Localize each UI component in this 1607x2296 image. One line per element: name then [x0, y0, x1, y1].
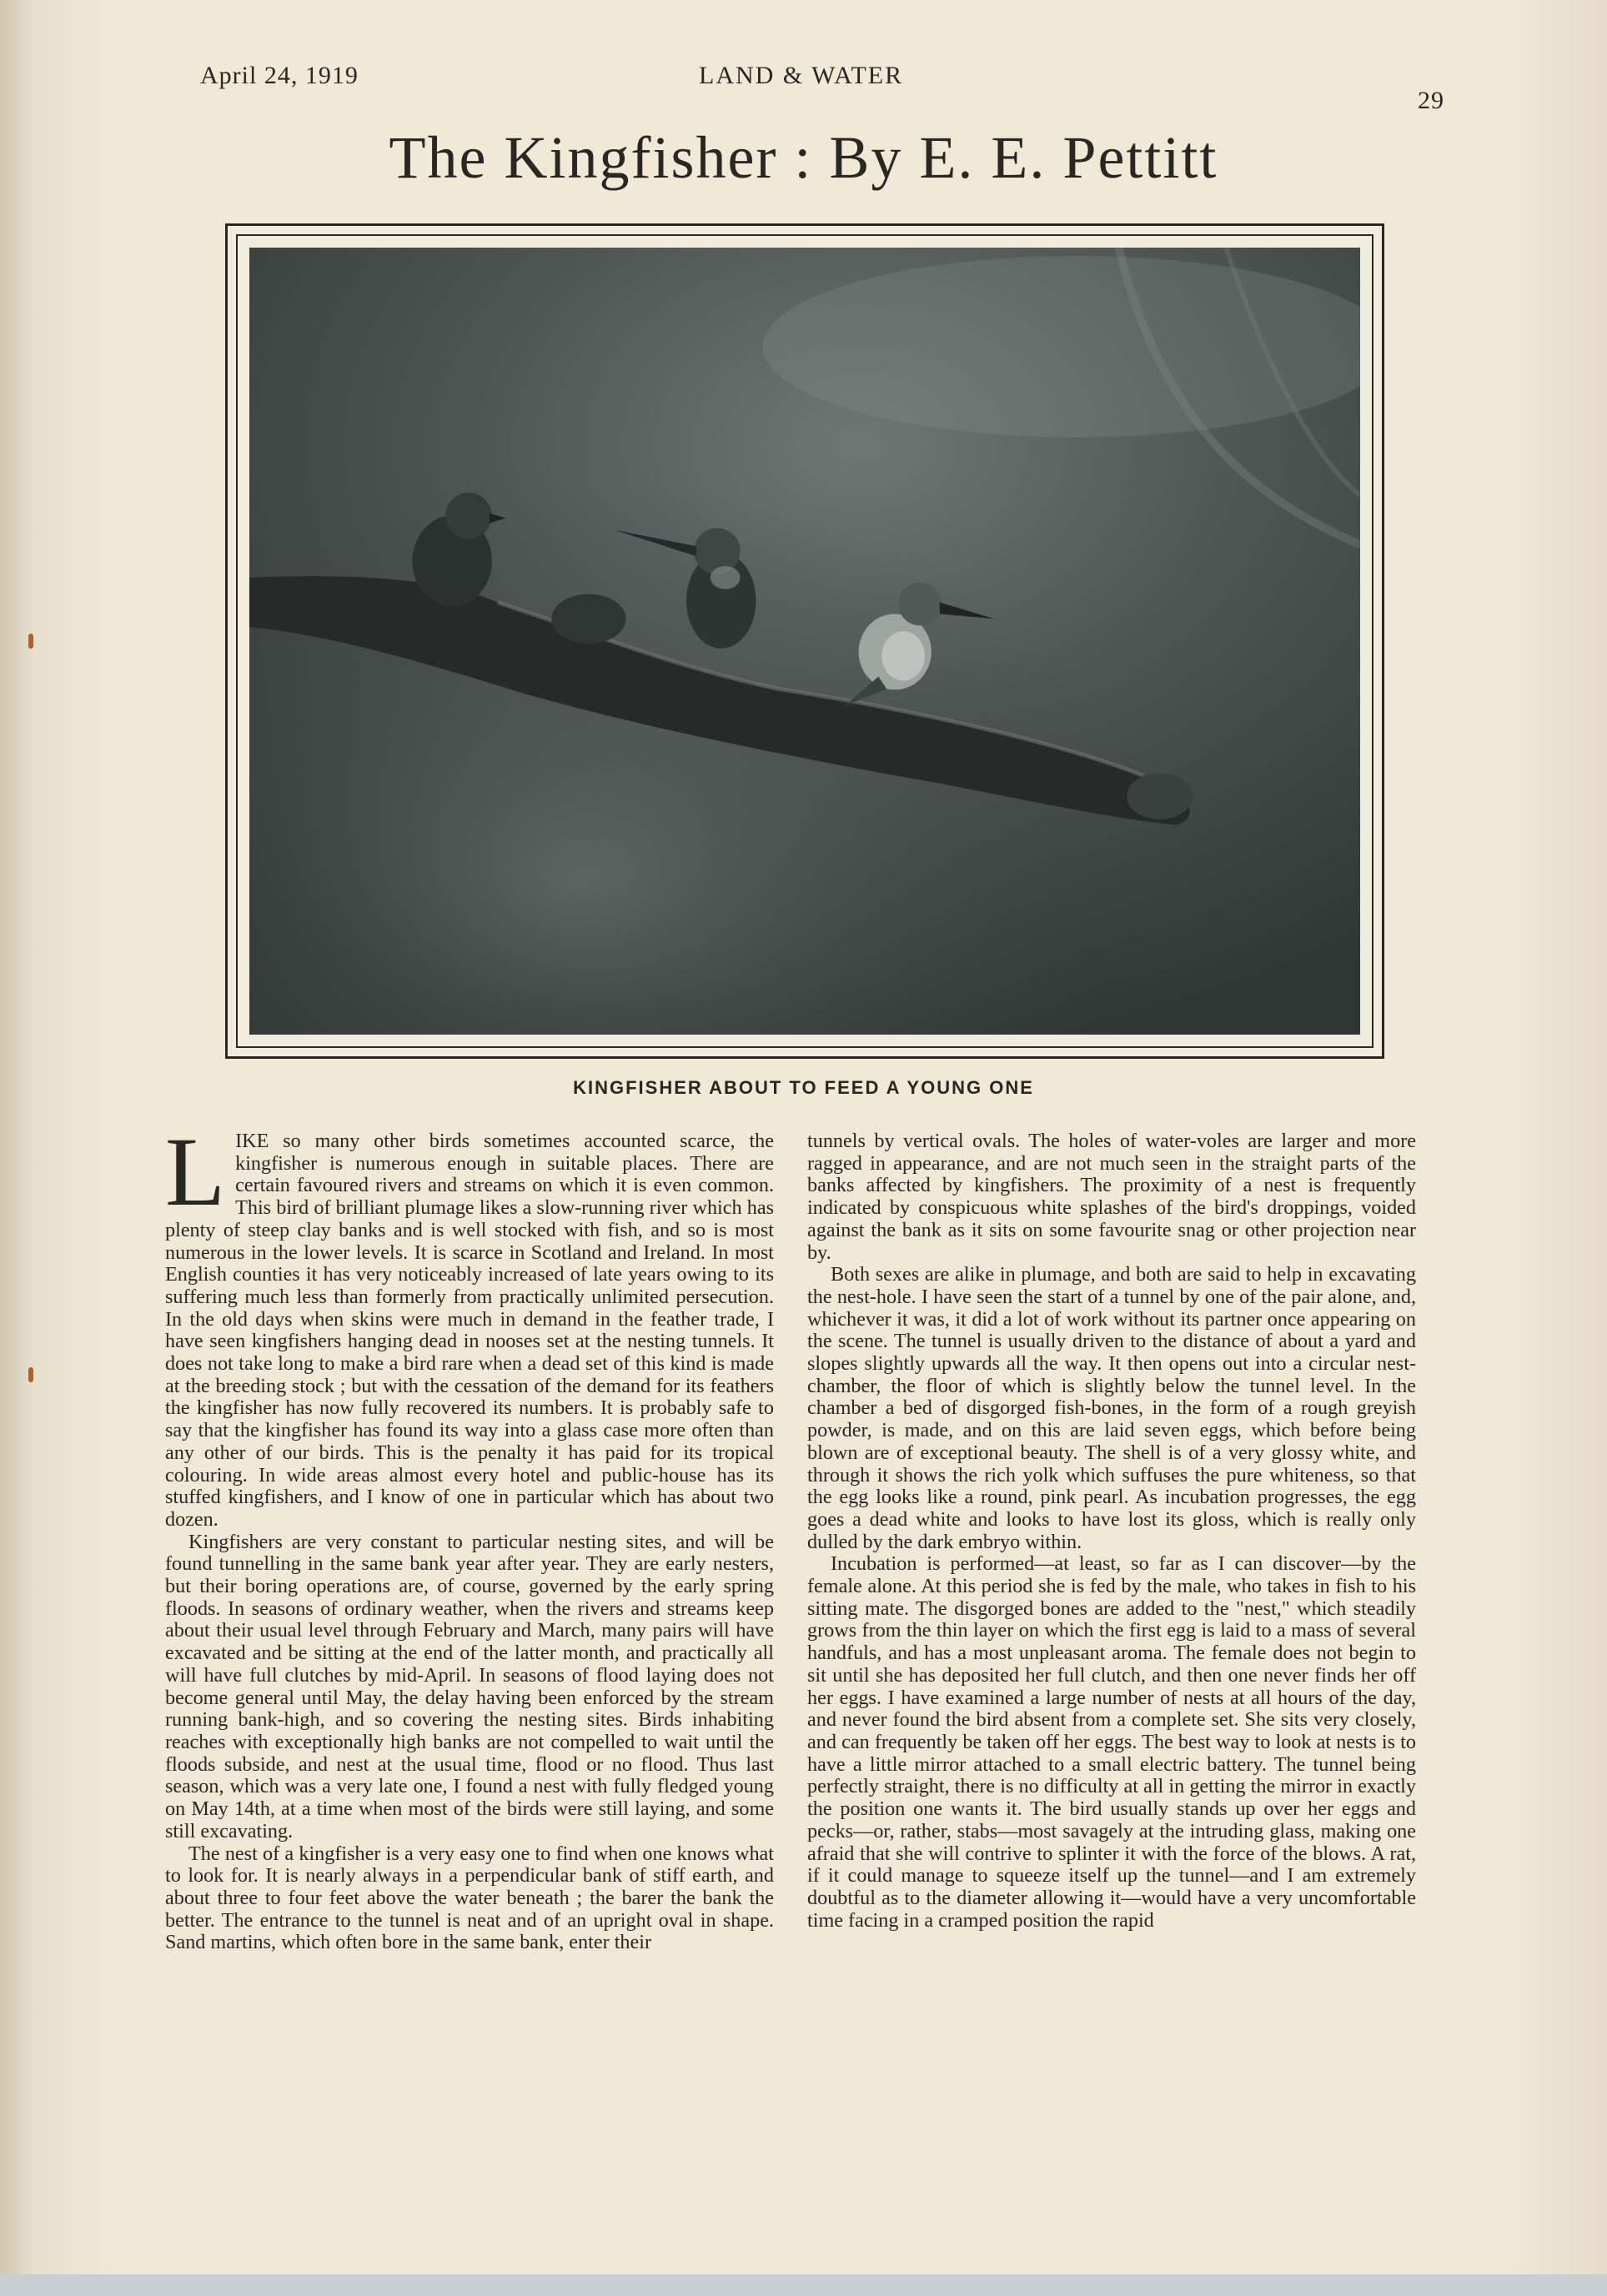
article-paragraph: Incubation is performed—at least, so far as I can discover—by the female alone. At this period she is fed by the male, who takes in fish to his sitting mate. The disgorged bones are added to the "nest," which steadily grows from the thin layer on which the first egg is laid to a mass of several handfuls, and has a most unpleasant aroma. The female does not begin to sit until she has deposited her full clutch, and then one never finds her off her eggs. I have examined a large number of nests at all hours of the day, and never found the bird absent from a complete set. She sits very closely, and can frequently be taken off her eggs. The best way to look at nests is to have a little mirror attached to a small electric battery. The tunnel being perfectly straight, there is no difficulty at all in getting the mirror in exactly the position one wants it. The bird usually stands up over her eggs and pecks—or, rather, stabs—most savagely at the intruding glass, making one afraid that she will contrive to splinter it with the force of the blows. A rat, if it could manage to squeeze itself up the tunnel—and I am extremely doubtful as to the diameter allowing it—would have a very uncomfortable time facing in a cramped position the rapid — [807, 1552, 1416, 1932]
issue-date: April 24, 1919 — [200, 62, 359, 89]
kingfisher-illustration — [249, 248, 1360, 1035]
article-title: The Kingfisher : By E. E. Pettitt — [389, 124, 1218, 191]
page-number: 29 — [1418, 87, 1444, 114]
article-paragraph — [165, 1117, 774, 1532]
article-paragraph: Both sexes are alike in plumage, and both are said to help in excavating the nest-hole. I have seen the start of a tunnel by one of the pair alone, and, whichever it was, it did a lot of work without its partner once appearing on the scene. The tunnel is usually driven to the distance of about a yard and slopes slightly upwards all the way. It then opens out into a circular nest-chamber, the floor of which is slightly below the tunnel level. In the chamber a bed of disgorged fish-bones, in the form of a rough greyish powder, is made, and on this are laid seven eggs, which before being blown are of exceptional beauty. The shell is of a very glossy white, and through it shows the rich yolk which suffuses the pure whiteness, so that the egg looks like a round, pink pearl. As incubation progresses, the egg goes a dead white and looks to have lost its gloss, which is really only dulled by the dark embryo within. — [807, 1263, 1416, 1553]
page-stain — [28, 1367, 33, 1382]
article-paragraph: The nest of a kingfisher is a very easy one to find when one knows what to look for. It is nearly always in a perpendicular bank of stiff earth, and about three to four feet above the water beneath ; the barer the bank the better. The entrance to the tunnel is neat and of an upright oval in shape. Sand martins, which often bore in the same bank, enter their — [165, 1842, 774, 1954]
photo-caption: KINGFISHER ABOUT TO FEED A YOUNG ONE — [573, 1077, 1034, 1098]
drop-cap: L — [165, 1117, 226, 1226]
publication-name: LAND & WATER — [699, 62, 904, 89]
scan-edge — [0, 2274, 1607, 2296]
kingfisher-photograph — [249, 248, 1360, 1035]
article-column-right — [807, 1130, 1416, 1932]
article-paragraph: tunnels by vertical ovals. The holes of water-voles are larger and more ragged in appearance, and are not much seen in the straight parts of the banks affected by kingfishers. The proximity of a nest is frequently indicated by conspicuous white splashes of the bird's droppings, voided against the bank as it sits on some favourite snag or other projection near by. — [807, 1130, 1416, 1264]
paragraph-text: IKE so many other birds sometimes accounted scarce, the kingfisher is numerous enough in suitable places. There are certain favoured rivers and streams on which it is even common. This bird of brilliant plumage likes a slow-running river which has plenty of steep clay banks and is well stocked with fish, and so is most numerous in the lower levels. It is scarce in Scotland and Ireland. In most English counties it has very noticeably increased of late years owing to its suffering much less than formerly from practically unlimited persecution. In the old days when skins were much in demand in the feather trade, I have seen kingfishers hanging dead in nooses set at the nesting tunnels. It does not take long to make a bird rare when a dead set of this kind is made at the breeding stock ; but with the cessation of the demand for its feathers the kingfisher has now fully recovered its numbers. It is probably safe to say that the kingfisher has found its way into a glass case more often than any other of our birds. This is the penalty it has paid for its tropical colouring. In wide areas almost every hotel and public-house has its stuffed kingfishers, and I know of one in particular which has about two dozen. — [165, 1130, 774, 1531]
page-stain — [28, 634, 33, 649]
photo-frame-inner — [236, 234, 1373, 1048]
article-column-left — [165, 1117, 774, 1954]
article-paragraph: Kingfishers are very constant to particular nesting sites, and will be found tunnelling in the same bank year after year. They are early nesters, but their boring operations are, of course, governed by the early spring floods. In seasons of ordinary weather, when the rivers and streams keep about their usual level through February and March, many pairs will have excavated and be sitting at the end of the latter month, and practically all will have full clutches by mid-April. In seasons of flood laying does not become general until May, the delay having been enforced by the stream running bank-high, and so covering the nesting sites. Birds inhabiting reaches with exceptionally high banks are not compelled to wait until the floods subside, and nest at the usual time, flood or no flood. Thus last season, which was a very late one, I found a nest with fully fledged young on May 14th, at a time when most of the birds were still laying, and some still excavating. — [165, 1530, 774, 1842]
photo-frame — [225, 223, 1384, 1059]
